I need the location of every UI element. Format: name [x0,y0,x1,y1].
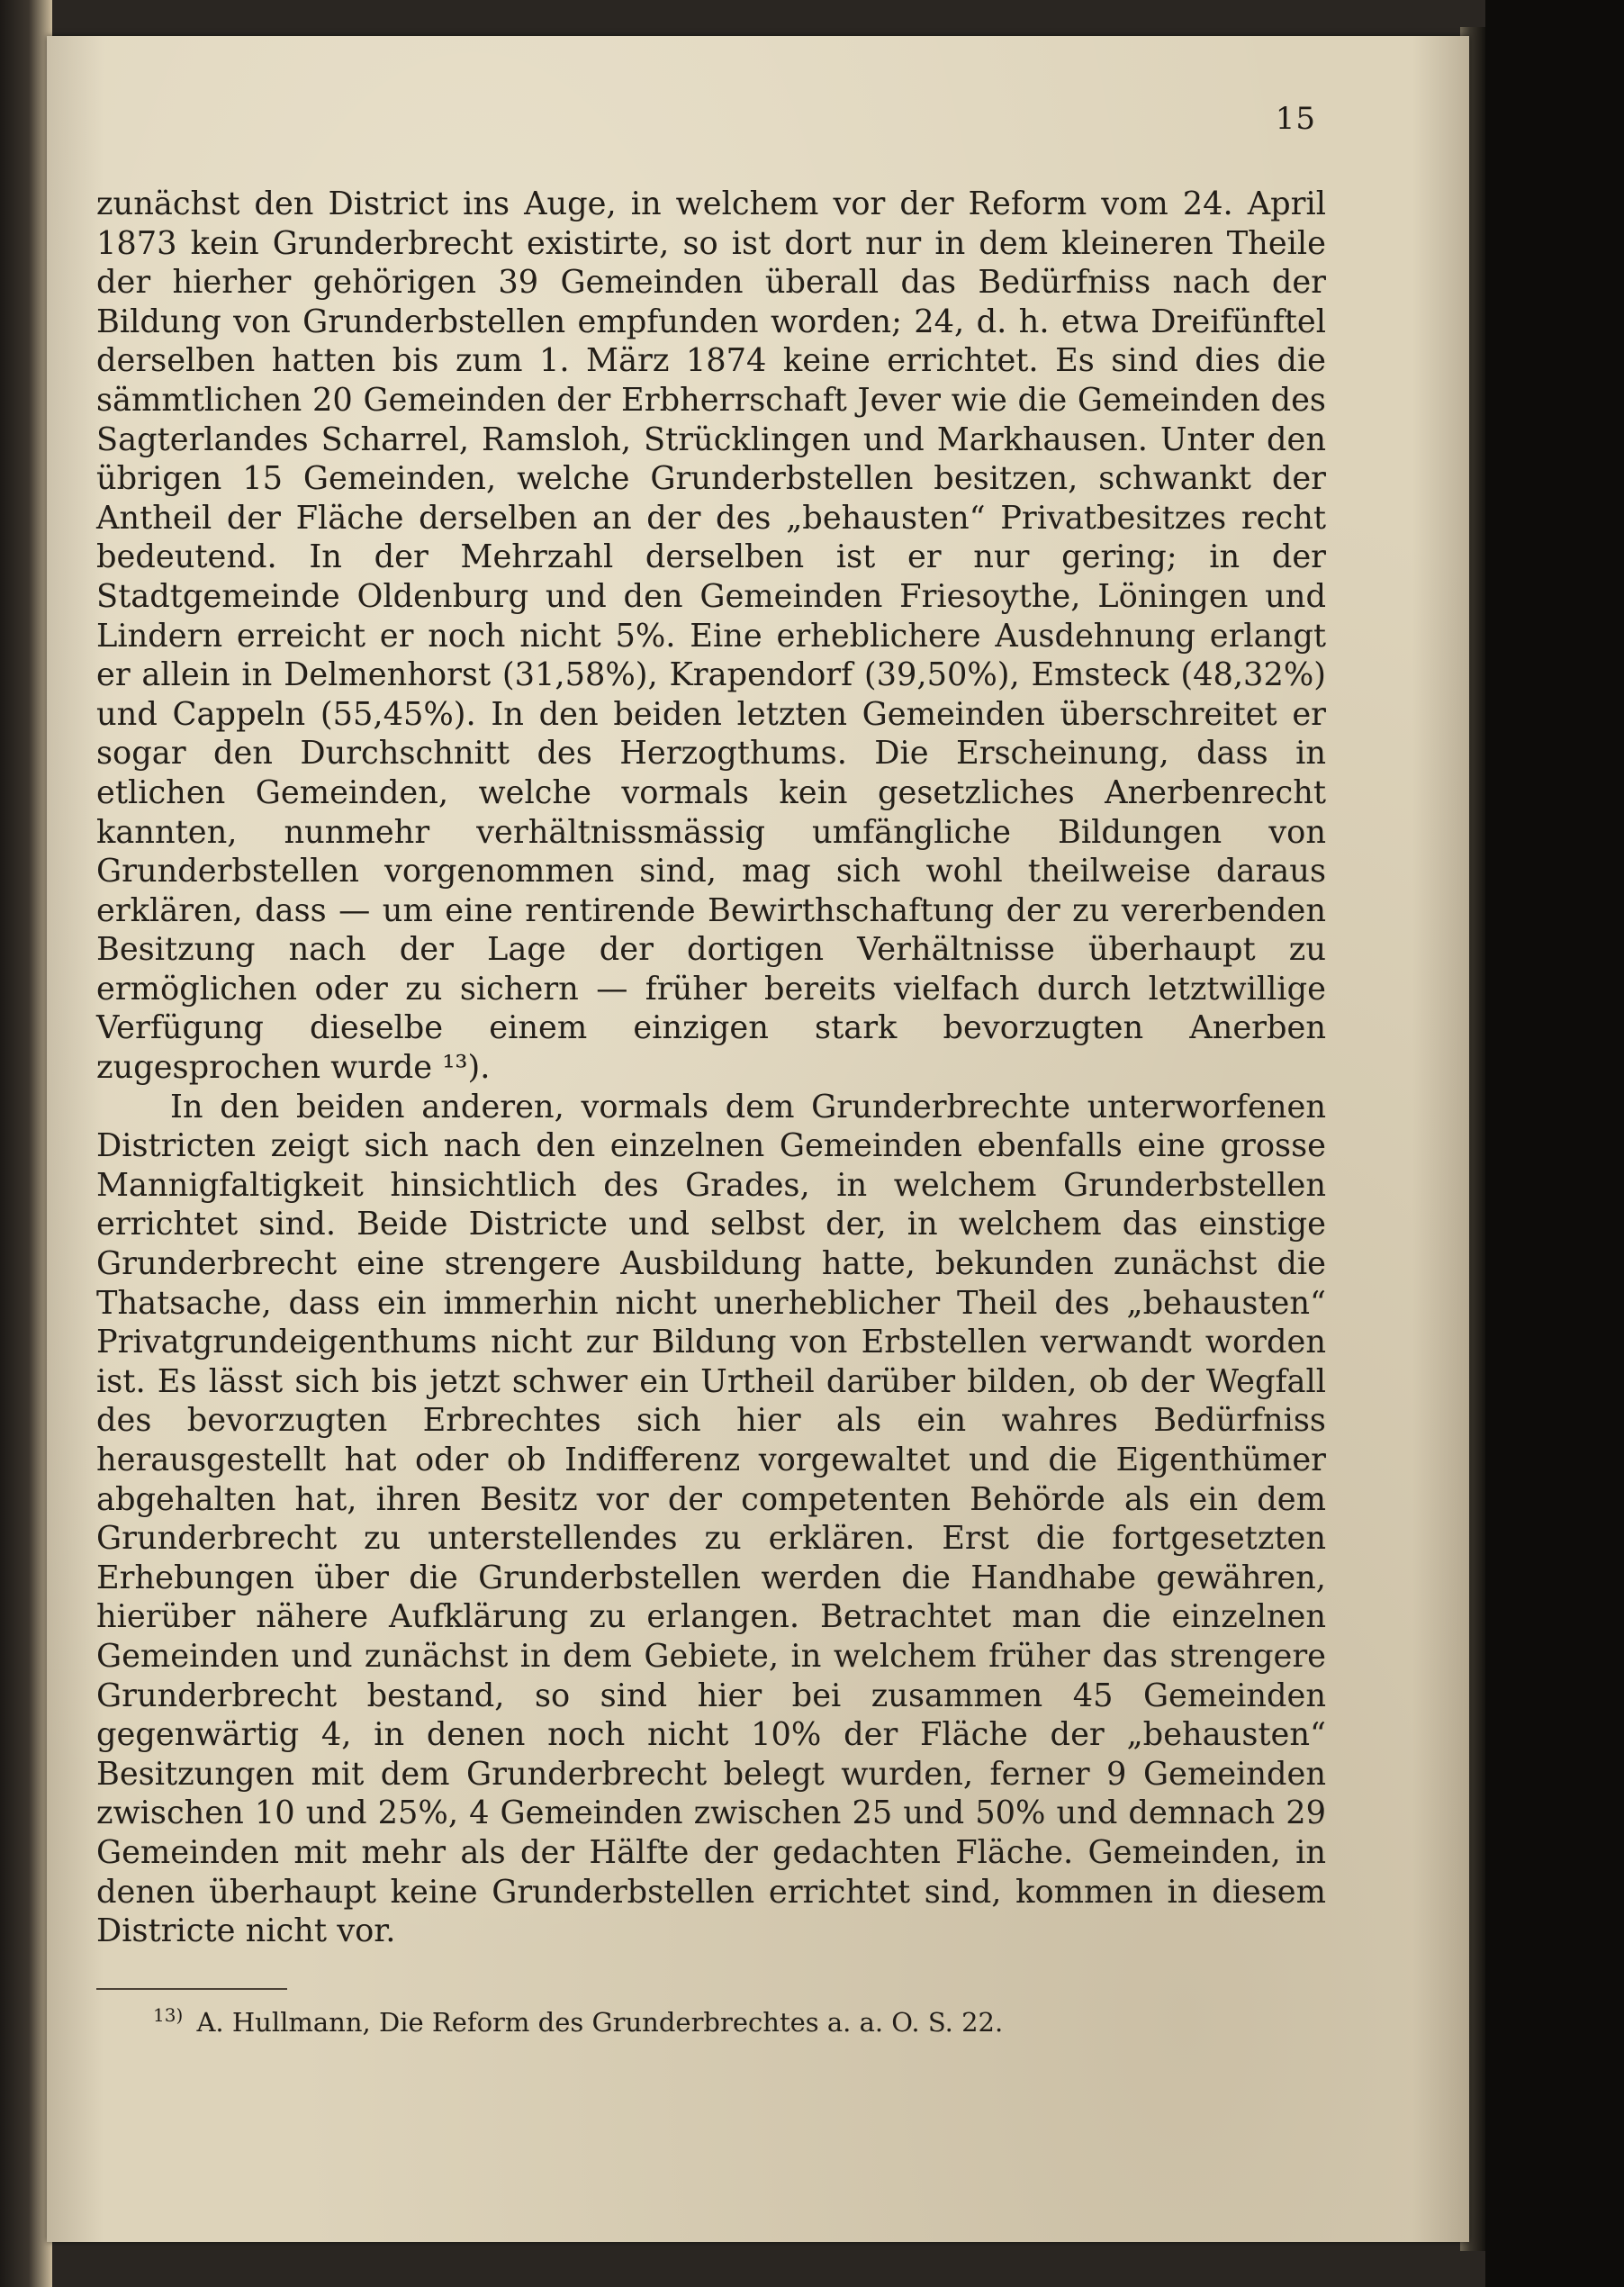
footnote-marker: 13) [153,2004,184,2027]
scan-left-edge [0,0,52,2287]
paragraph-2: In den beiden anderen, vormals dem Grunderbrechte unterworfenen Districten zeigt sich nach den einzelnen Gemeinden ebenfalls eine grosse Mannigfaltigkeit hinsichtlich des Grades, in welchem Grunderbstellen errichtet sind. Beide Districte und selbst der, in welchem das einstige Grunderbrecht eine strengere Ausbildung hatte, bekunden zunächst die Thatsache, dass ein immerhin nicht unerheblicher Theil des „behausten“ Privatgrundeigenthums nicht zur Bildung von Erbstellen verwandt worden ist. Es lässt sich bis jetzt schwer ein Urtheil darüber bilden, ob der Wegfall des bevorzugten Erbrechtes sich hier als ein wahres Bedürfniss herausgestellt hat oder ob Indifferenz vorgewaltet und die Eigenthümer abgehalten hat, ihren Besitz vor der competenten Behörde als ein dem Grunderbrecht zu unterstellendes zu erklären. Erst die fortgesetzten Erhebungen über die Grunderbstellen werden die Handhabe gewähren, hierüber nähere Aufklärung zu erlangen. Betrachtet man die einzelnen Gemeinden und zunächst in dem Gebiete, in welchem früher das strengere Grunderbrecht bestand, so sind hier bei zusammen 45 Gemeinden gegenwärtig 4, in denen noch nicht 10% der Fläche der „behausten“ Besitzungen mit dem Grunderbrecht belegt wurden, ferner 9 Gemeinden zwischen 10 und 25%, 4 Gemeinden zwischen 25 und 50% und demnach 29 Gemeinden mit mehr als der Hälfte der gedachten Fläche. Gemeinden, in denen überhaupt keine Grunderbstellen errichtet sind, kommen in diesem Districte nicht vor. [96,1088,1326,1950]
page-body [96,185,1326,1951]
footnote-13 [153,2004,1003,2040]
page-number: 15 [1275,101,1316,137]
scan-right-background [1485,0,1624,2287]
footnote-separator [96,1988,287,1990]
footnote-text: A. Hullmann, Die Reform des Grunderbrechtes a. a. O. S. 22. [196,2007,1004,2038]
paragraph-1: zunächst den District ins Auge, in welchem vor der Reform vom 24. April 1873 kein Grunderbrecht existirte, so ist dort nur in dem kleineren Theile der hierher gehörigen 39 Gemeinden überall das Bedürfniss nach der Bildung von Grunderbstellen empfunden worden; 24, d. h. etwa Dreifünftel derselben hatten bis zum 1. März 1874 keine errichtet. Es sind dies die sämmtlichen 20 Gemeinden der Erbherrschaft Jever wie die Gemeinden des Sagterlandes Scharrel, Ramsloh, Strücklingen und Markhausen. Unter den übrigen 15 Gemeinden, welche Grunderbstellen besitzen, schwankt der Antheil der Fläche derselben an der des „behausten“ Privatbesitzes recht bedeutend. In der Mehrzahl derselben ist er nur gering; in der Stadtgemeinde Oldenburg und den Gemeinden Friesoythe, Löningen und Lindern erreicht er noch nicht 5%. Eine erheblichere Ausdehnung erlangt er allein in Delmenhorst (31,58%), Krapendorf (39,50%), Emsteck (48,32%) und Cappeln (55,45%). In den beiden letzten Gemeinden überschreitet er sogar den Durchschnitt des Herzogthums. Die Erscheinung, dass in etlichen Gemeinden, welche vormals kein gesetzliches Anerbenrecht kannten, nunmehr verhältnissmässig umfängliche Bildungen von Grunderbstellen vorgenommen sind, mag sich wohl theilweise daraus erklären, dass — um eine rentirende Bewirthschaftung der zu vererbenden Besitzung nach der Lage der dortigen Verhältnisse überhaupt zu ermöglichen oder zu sichern — früher bereits vielfach durch letztwillige Verfügung dieselbe einem einzigen stark bevorzugten Anerben zugesprochen wurde ¹³). [96,185,1326,1087]
